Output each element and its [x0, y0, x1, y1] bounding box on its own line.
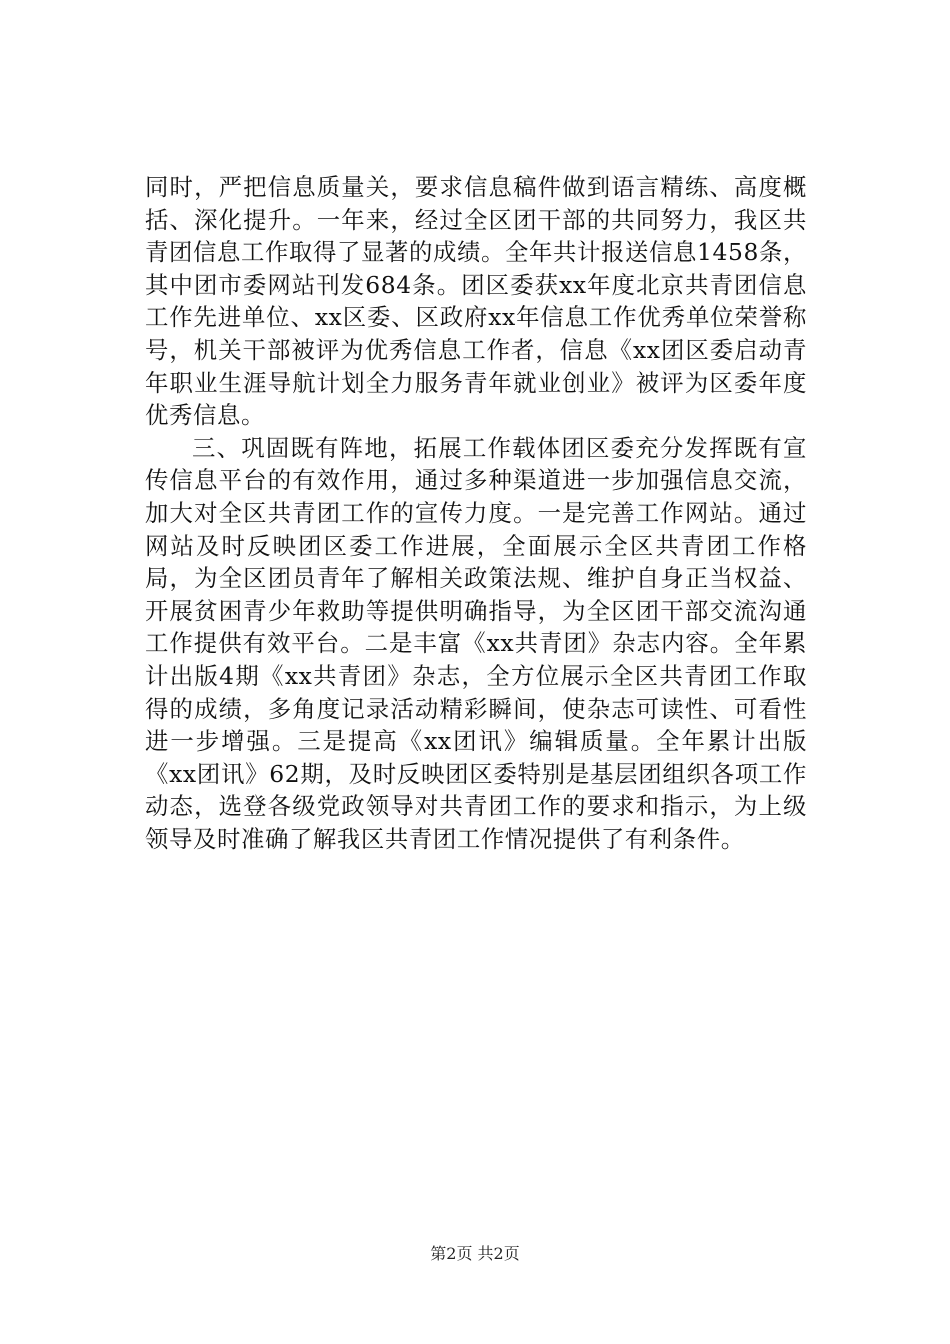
page-footer: 第2页 共2页: [430, 1244, 520, 1263]
paragraph-section-three: 三、巩固既有阵地，拓展工作载体团区委充分发挥既有宣传信息平台的有效作用，通过多种渠道进一步加强信息交流，加大对全区共青团工作的宣传力度。一是完善工作网站。通过网站及时反映团区委工作进展，全面展示全区共青团工作格局，为全区团员青年了解相关政策法规、维护自身正当权益、开展贫困青少年救助等提供明确指导，为全区团干部交流沟通工作提供有效平台。二是丰富《xx共青团》杂志内容。全年累计出版4期《xx共青团》杂志，全方位展示全区共青团工作取得的成绩，多角度记录活动精彩瞬间，使杂志可读性、可看性进一步增强。三是提高《xx团讯》编辑质量。全年累计出版《xx团讯》62期，及时反映团区委特别是基层团组织各项工作动态，选登各级党政领导对共青团工作的要求和指示，为上级领导及时准确了解我区共青团工作情况提供了有利条件。: [145, 433, 807, 853]
paragraph-information-quality: 同时，严把信息质量关，要求信息稿件做到语言精练、高度概括、深化提升。一年来，经过全区团干部的共同努力，我区共青团信息工作取得了显著的成绩。全年共计报送信息1458条，其中团市委网站刊发684条。团区委获xx年度北京共青团信息工作先进单位、xx区委、区政府xx年信息工作优秀单位荣誉称号，机关干部被评为优秀信息工作者，信息《xx团区委启动青年职业生涯导航计划全力服务青年就业创业》被评为区委年度优秀信息。: [145, 173, 807, 430]
document-body: [145, 171, 807, 855]
